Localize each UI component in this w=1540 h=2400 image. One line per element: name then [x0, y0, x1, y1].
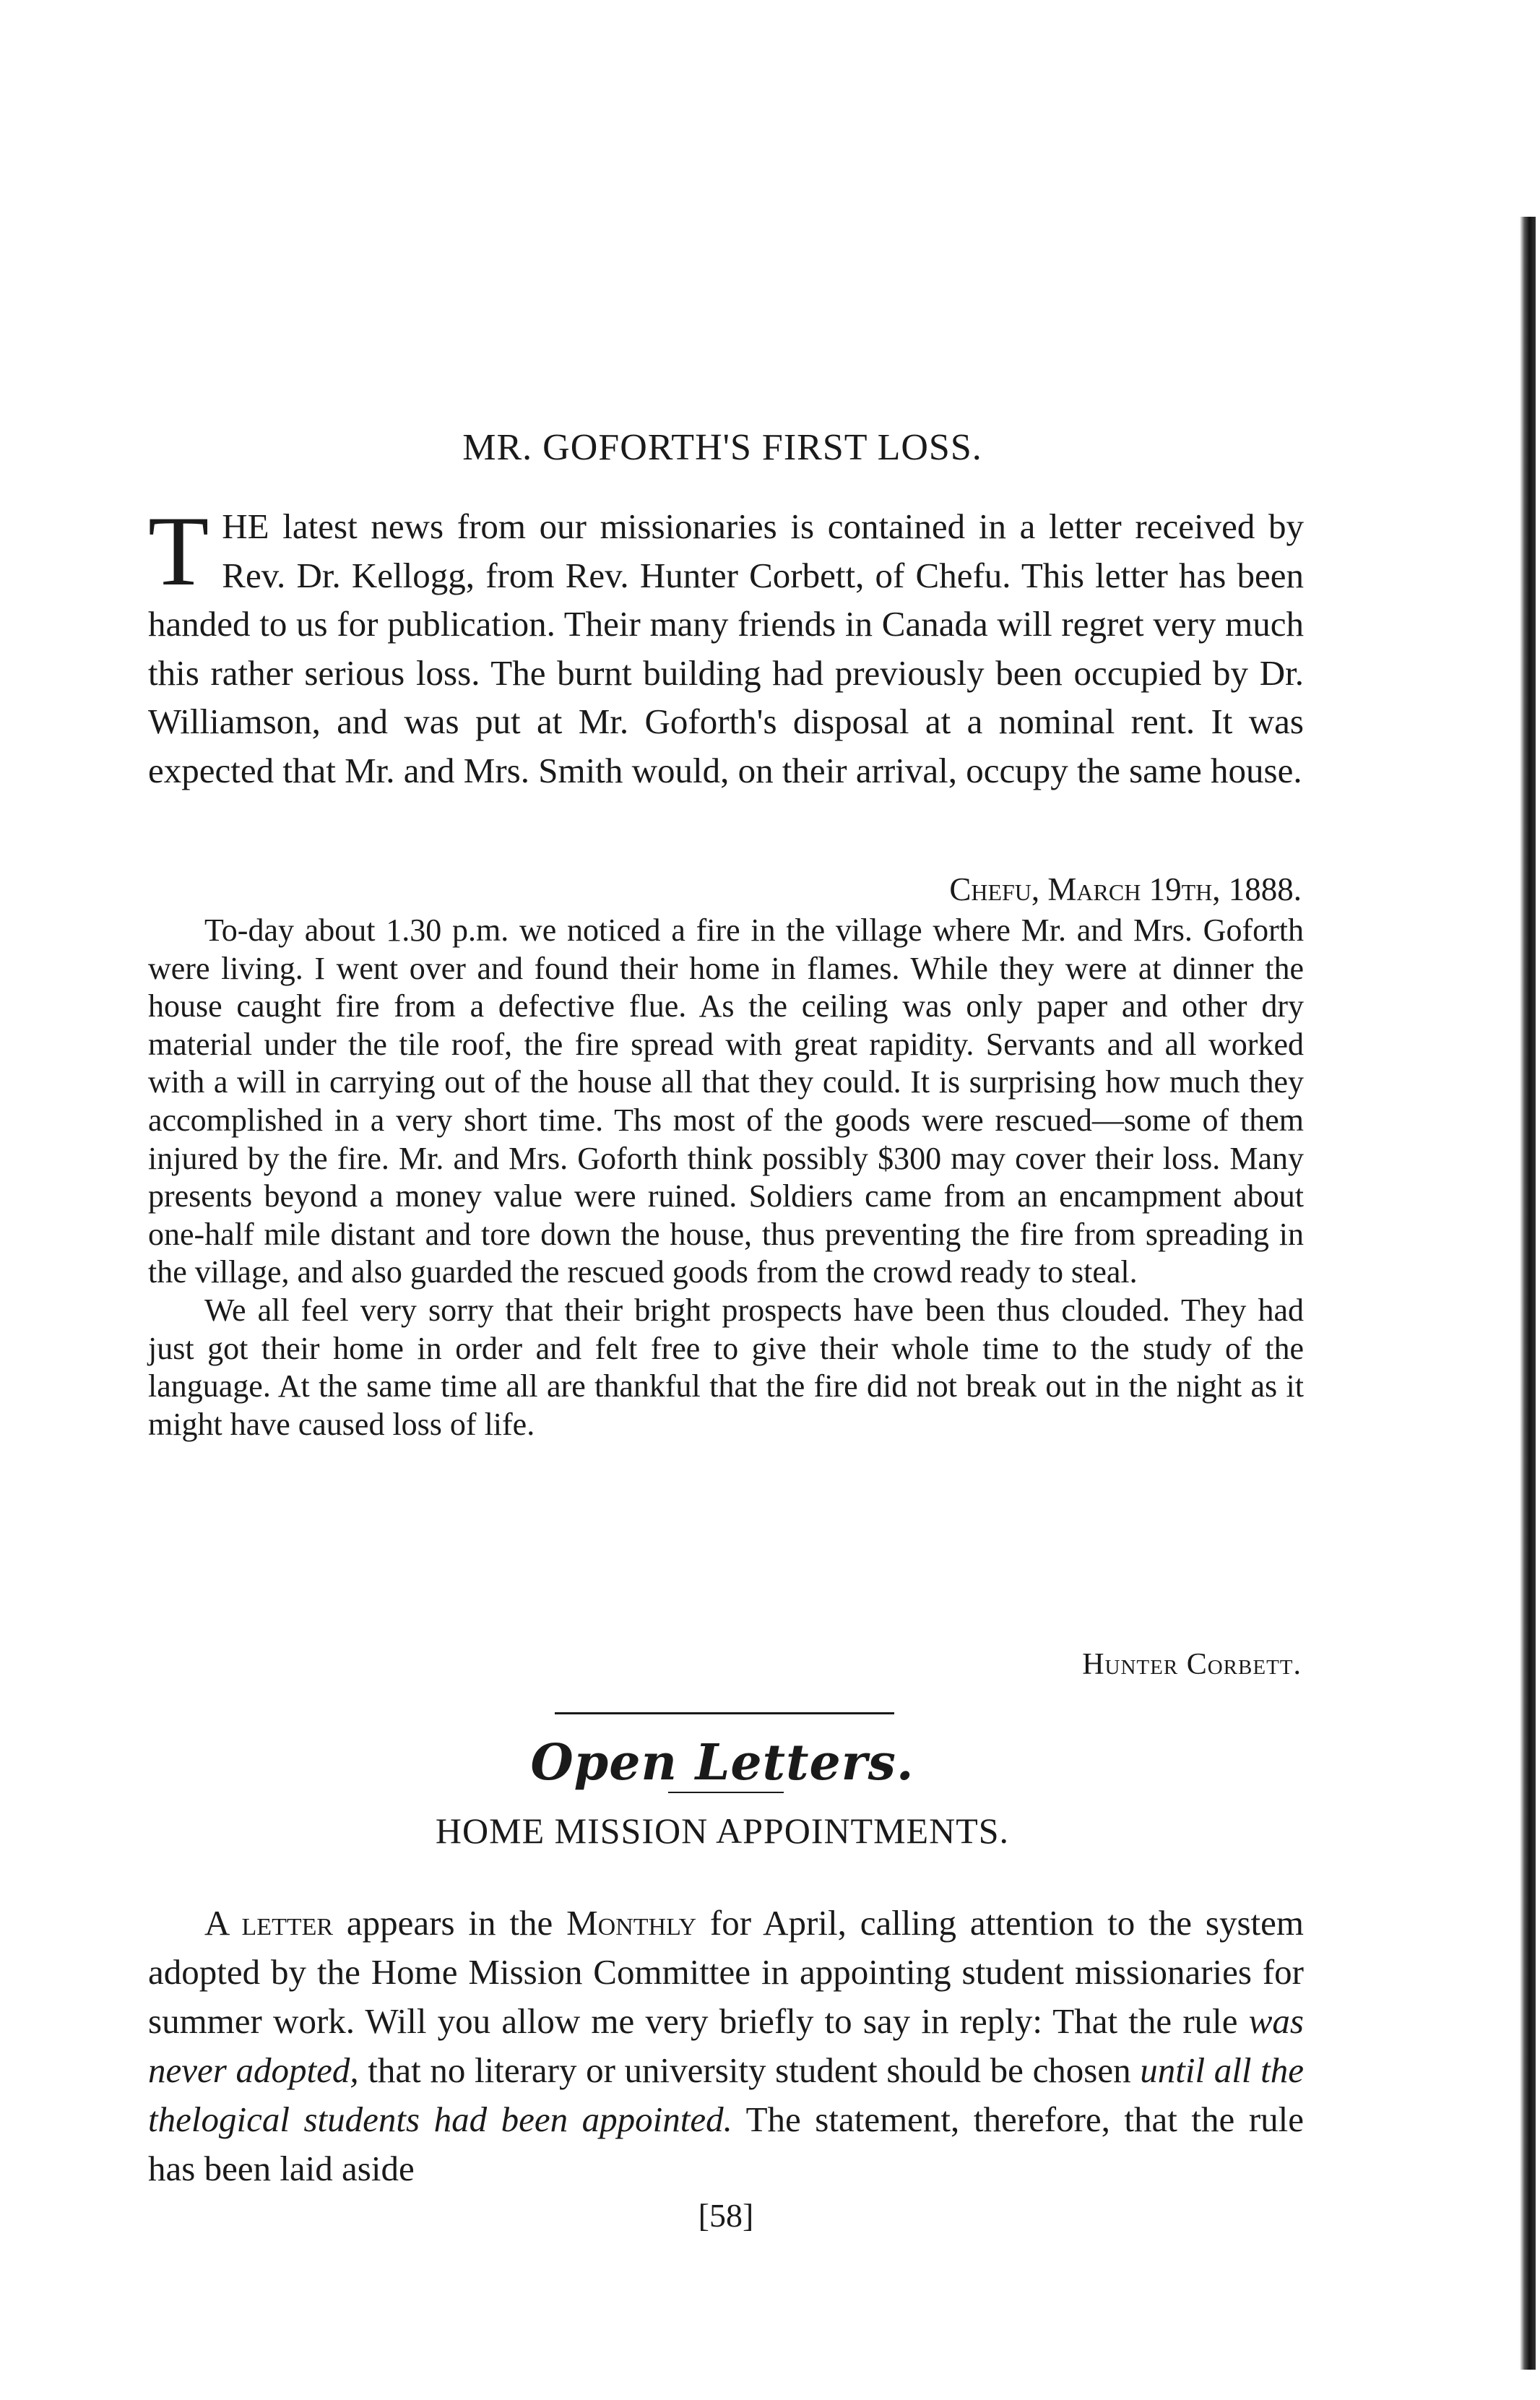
section-subtitle: HOME MISSION APPOINTMENTS. [435, 1810, 1010, 1851]
text-run: appears in the [333, 1903, 567, 1943]
lead-smallcaps: A letter [204, 1903, 334, 1943]
italic-run: was never adopted, [148, 2001, 1304, 2090]
article-title: MR. GOFORTH'S FIRST LOSS. [462, 427, 982, 468]
letter-signature: Hunter Corbett. [1082, 1648, 1302, 1681]
open-letter-body [148, 1899, 1304, 2193]
section-divider [555, 1712, 894, 1714]
section-heading: Open Letters. [530, 1734, 914, 1792]
monthly-smallcaps: Monthly [566, 1903, 697, 1943]
italic-run: until all the thelogical students had been appointed. [148, 2050, 1304, 2139]
text-run: that no literary or university student should be chosen [358, 2050, 1141, 2090]
drop-cap: T [148, 496, 209, 606]
subtitle-divider [668, 1792, 784, 1793]
page-number: [58] [698, 2197, 754, 2234]
letter-body [148, 912, 1304, 1443]
intro-paragraph [148, 496, 1304, 795]
letter-paragraph-1: To-day about 1.30 p.m. we noticed a fire in the village where Mr. and Mrs. Goforth were living. I went over and found their home in flames. While they were at dinner the house caught fire from a defective flue. As the ceiling was only paper and other dry material under the tile roof, the fire spread with great rapidity. Servants and all worked with a will in carrying out of the house all that they could. It is surprising how much they accomplished in a very short time. Ths most of the goods were rescued—some of them injured by the fire. Mr. and Mrs. Goforth think possibly $300 may cover their loss. Many presents beyond a money value were ruined. Soldiers came from an encampment about one-half mile distant and tore down the house, thus preventing the fire from spreading in the village, and also guarded the rescued goods from the crowd ready to steal. [148, 912, 1304, 1290]
text-run: for April, calling attention to the system adopted by the Home Mission Committee in appointing student missionaries for summer work. Will you allow me very briefly to say in reply: That the rule [148, 1903, 1304, 2041]
open-letter-paragraph [148, 1899, 1304, 2193]
letter-paragraph-2: We all feel very sorry that their bright prospects have been thus clouded. They had just got their home in order and felt free to give their whole time to the study of the language. At the same time all are thankful that the fire did not break out in the night as it might have caused loss of life. [148, 1292, 1304, 1442]
letter-dateline: Chefu, March 19th, 1888. [949, 871, 1302, 907]
intro-text: HE latest news from our missionaries is contained in a letter received by Rev. Dr. Kellogg, from Rev. Hunter Corbett, of Chefu. This letter has been handed to us for publication. Their many friends in Canada will regret very much this rather serious loss. The burnt building had previously been occupied by Dr. Williamson, and was put at Mr. Goforth's disposal at a nominal rent. It was expected that Mr. and Mrs. Smith would, on their arrival, occupy the same house. [148, 506, 1304, 790]
text-run: The statement, therefore, that the rule has been laid aside [148, 2099, 1304, 2188]
scan-edge-artifact [1520, 217, 1536, 2370]
